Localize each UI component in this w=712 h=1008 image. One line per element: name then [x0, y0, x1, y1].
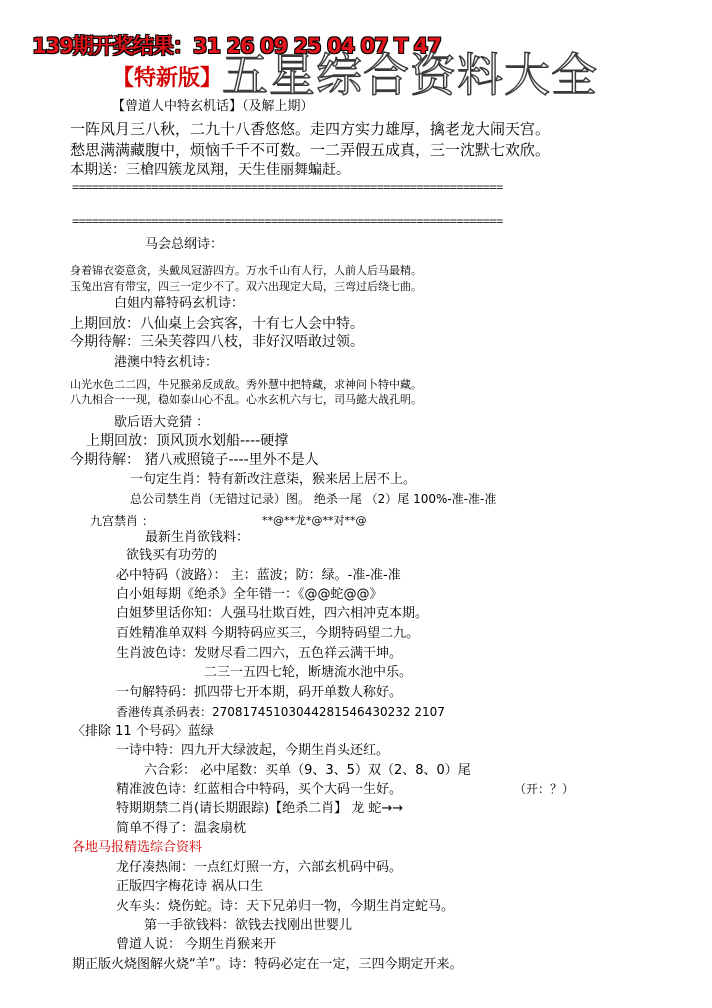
- verse-line: 今期待解： 猪八戒照镜子----里外不是人: [70, 452, 319, 468]
- verse-line: 特期期禁二肖(请长期跟踪)【绝杀二肖】 龙 蛇→→: [116, 801, 404, 816]
- verse-line: 一阵风月三八秋，二九十八香悠悠。走四方实力雄厚，擒老龙大闹天宫。: [70, 120, 551, 138]
- verse-line: 总公司禁生肖（无错过记录）图。 绝杀一尾 （2）尾 100%-准-准-准: [130, 492, 497, 506]
- verse-line: 第一手欲钱料：欲钱去找刚出世婴儿: [144, 918, 353, 933]
- verse-line: 精准波色诗：红蓝相合中特码，买个大码一生好。: [116, 782, 403, 797]
- verse-line: 上期回放：顶风顶水划船----硬撑: [86, 433, 289, 449]
- verse-line: 香港传真杀码表：27081745103044281546430232 2107: [116, 705, 445, 719]
- verse-line: 一句解特码：抓四带七开本期，码开单数人称好。: [116, 685, 403, 700]
- verse-line: **@**龙*@**对**@: [262, 514, 367, 527]
- verse-line: 本期送：三槍四簇龙凤翔，天生佳丽舞蝙赶。: [70, 162, 350, 178]
- verse-line: 期正版火烧图解火烧“羊”。诗：特码必定在一定，三四今期定开来。: [72, 957, 463, 972]
- verse-line: 必中特码（波路）： 主：蓝波；防：绿。-准-准-准: [116, 568, 401, 583]
- section-heading: 最新生肖欲钱料：: [145, 530, 250, 545]
- verse-line: 愁思满满藏腹中，烦恼千千不可数。一二弄假五成真，三一沈默七欢欣。: [70, 141, 551, 159]
- verse-line: 一句定生肖：特有新改注意柒，猴来居上居不上。: [130, 472, 417, 487]
- verse-line: 百姓精准单双料 今期特码应买三，今期特码望二九。: [116, 626, 420, 641]
- verse-line: 欲钱买有功劳的: [126, 548, 218, 563]
- verse-line: 正版四字梅花诗 祸从口生: [116, 879, 264, 894]
- verse-line: 玉兔出宫有带宝，四三一定少不了。双六出现定大局，三弯过后绕七曲。: [70, 280, 422, 293]
- verse-line: 简单不得了：温衾扇枕: [116, 821, 247, 836]
- verse-line: 上期回放：八仙桌上会宾客，十有七人会中特。: [70, 316, 364, 332]
- verse-line: 白小姐每期《绝杀》全年错一：《@@蛇@@》: [116, 587, 383, 602]
- section-heading: 歇后语大竞猜 ：: [114, 415, 210, 430]
- section-heading-red: 各地马报精选综合资料: [72, 840, 203, 855]
- section-heading: 港澳中特玄机诗：: [114, 355, 219, 370]
- verse-line: 〈排除 11 个号码〉蓝绿: [72, 724, 214, 739]
- edition-tag: 【特新版】: [112, 66, 223, 91]
- verse-line: 九宫禁肖 ：: [90, 514, 154, 528]
- verse-line: 二三一五四七轮，断塘流水池中乐。: [204, 665, 413, 680]
- verse-line: （开：？）: [514, 782, 575, 796]
- page-title: 五星综合资料大全: [222, 48, 598, 102]
- verse-line: 龙仔凑热闹：一点红灯照一方，六部玄机码中码。: [116, 860, 403, 875]
- verse-line: 山光水色二二四，牛兄猴弟反成敌。秀外慧中把特藏，求神问卜特中藏。: [70, 378, 422, 391]
- draw-result-headline: 139期开奖结果：31 26 09 25 04 07 T 47: [32, 34, 441, 58]
- verse-line: 白姐梦里话你知：人强马壮欺百姓，四六相冲克本期。: [116, 606, 429, 621]
- verse-line: 一诗中特：四九开大绿波起，今期生肖头还红。: [116, 743, 390, 758]
- verse-line: 身着锦衣姿意贪，头戴凤冠游四方。万水千山有人行，人前人后马最精。: [70, 264, 422, 277]
- section-heading: 白姐内幕特码玄机诗：: [114, 296, 245, 311]
- section-heading: 马会总纲诗：: [145, 237, 224, 252]
- verse-heading-zeng: 【曾道人中特玄机话】（及解上期）: [112, 99, 314, 114]
- verse-line: 火车头：烧伤蛇。诗：天下兄弟归一物，今期生肖定蛇马。: [116, 899, 455, 914]
- verse-line: 八九相合一一现，稳如泰山心不乱。心水玄机六与七，司马懿大战孔明。: [70, 393, 422, 406]
- verse-line: 六合彩： 必中尾数：买单（9、3、5）双（2、8、0）尾: [144, 763, 471, 778]
- separator-line: =================================================================: [72, 180, 503, 194]
- verse-line: 今期待解：三朵芙蓉四八枝，非好汉唔敢过领。: [70, 334, 364, 350]
- verse-line: 曾道人说： 今期生肖猴来开: [116, 937, 277, 952]
- separator-line: =================================================================: [72, 214, 503, 228]
- verse-line: 生肖波色诗：发财尽看二四六，五色祥云满干坤。: [116, 646, 403, 661]
